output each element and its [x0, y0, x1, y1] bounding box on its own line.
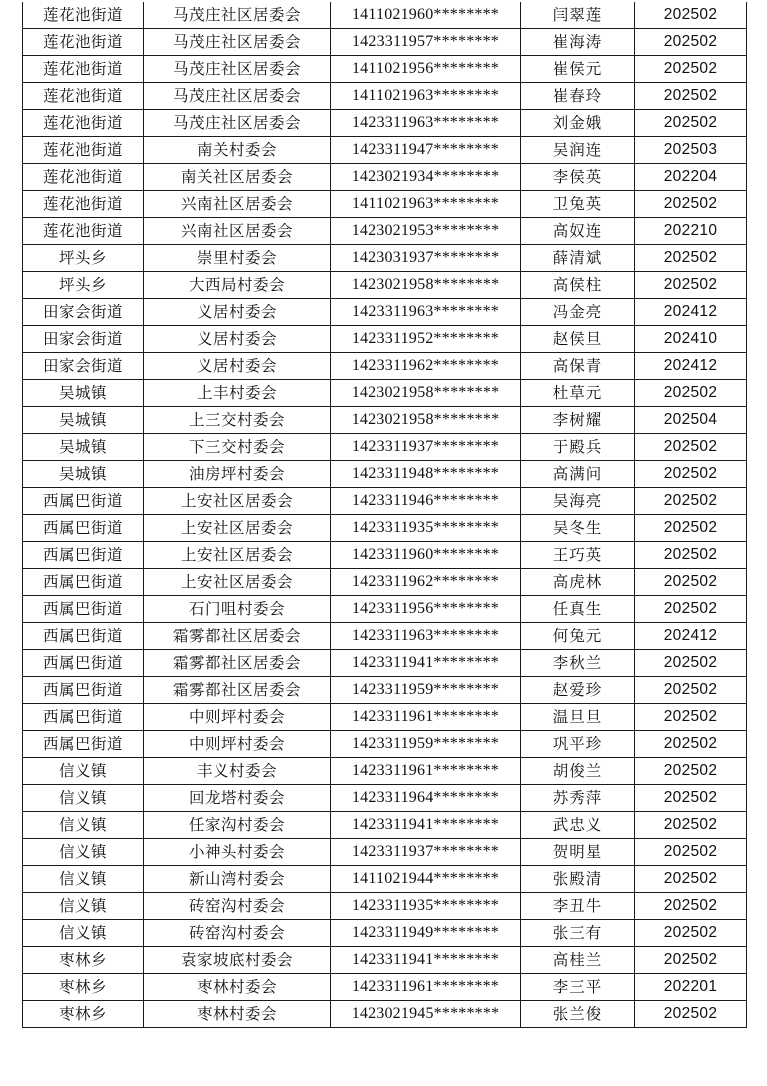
id-number-cell: 1423311963********: [331, 299, 521, 326]
month-cell: 202502: [635, 29, 747, 56]
name-cell: 高桂兰: [521, 947, 635, 974]
township-cell: 信义镇: [23, 785, 144, 812]
community-cell: 义居村委会: [144, 299, 331, 326]
id-number-cell: 1423311941********: [331, 812, 521, 839]
township-cell: 莲花池街道: [23, 83, 144, 110]
community-cell: 大西局村委会: [144, 272, 331, 299]
table-row: [23, 650, 747, 677]
table-row: [23, 1001, 747, 1028]
township-cell: 莲花池街道: [23, 218, 144, 245]
community-cell: 马茂庄社区居委会: [144, 110, 331, 137]
month-cell: 202502: [635, 947, 747, 974]
month-cell: 202502: [635, 731, 747, 758]
table-row: [23, 731, 747, 758]
community-cell: 义居村委会: [144, 353, 331, 380]
community-cell: 霜雾都社区居委会: [144, 650, 331, 677]
id-number-cell: 1423311935********: [331, 893, 521, 920]
name-cell: 高保青: [521, 353, 635, 380]
month-cell: 202502: [635, 245, 747, 272]
month-cell: 202502: [635, 110, 747, 137]
name-cell: 高侯柱: [521, 272, 635, 299]
month-cell: 202410: [635, 326, 747, 353]
id-number-cell: 1411021963********: [331, 83, 521, 110]
name-cell: 李丑牛: [521, 893, 635, 920]
community-cell: 兴南社区居委会: [144, 218, 331, 245]
community-cell: 上安社区居委会: [144, 569, 331, 596]
id-number-cell: 1423311957********: [331, 29, 521, 56]
community-cell: 砖窑沟村委会: [144, 893, 331, 920]
id-number-cell: 1423311947********: [331, 137, 521, 164]
township-cell: 西属巴街道: [23, 515, 144, 542]
township-cell: 莲花池街道: [23, 164, 144, 191]
id-number-cell: 1423311963********: [331, 623, 521, 650]
id-number-cell: 1423021934********: [331, 164, 521, 191]
community-cell: 上丰村委会: [144, 380, 331, 407]
month-cell: 202502: [635, 650, 747, 677]
name-cell: 吴海亮: [521, 488, 635, 515]
month-cell: 202502: [635, 893, 747, 920]
name-cell: 于殿兵: [521, 434, 635, 461]
name-cell: 贺明星: [521, 839, 635, 866]
table-row: [23, 2, 747, 29]
id-number-cell: 1411021956********: [331, 56, 521, 83]
table-row: [23, 812, 747, 839]
month-cell: 202204: [635, 164, 747, 191]
township-cell: 西属巴街道: [23, 623, 144, 650]
township-cell: 西属巴街道: [23, 569, 144, 596]
month-cell: 202502: [635, 569, 747, 596]
id-number-cell: 1411021960********: [331, 2, 521, 29]
id-number-cell: 1423311961********: [331, 974, 521, 1001]
community-cell: 任家沟村委会: [144, 812, 331, 839]
table-row: [23, 434, 747, 461]
roster-table-body: [23, 2, 747, 1028]
table-row: [23, 947, 747, 974]
community-cell: 马茂庄社区居委会: [144, 83, 331, 110]
name-cell: 苏秀萍: [521, 785, 635, 812]
community-cell: 中则坪村委会: [144, 731, 331, 758]
community-cell: 石门咀村委会: [144, 596, 331, 623]
name-cell: 温旦旦: [521, 704, 635, 731]
township-cell: 田家会街道: [23, 326, 144, 353]
name-cell: 崔侯元: [521, 56, 635, 83]
table-row: [23, 299, 747, 326]
id-number-cell: 1423021945********: [331, 1001, 521, 1028]
table-row: [23, 515, 747, 542]
table-row: [23, 218, 747, 245]
name-cell: 张殿清: [521, 866, 635, 893]
id-number-cell: 1423311962********: [331, 569, 521, 596]
township-cell: 坪头乡: [23, 245, 144, 272]
community-cell: 崇里村委会: [144, 245, 331, 272]
id-number-cell: 1423021958********: [331, 380, 521, 407]
month-cell: 202502: [635, 191, 747, 218]
table-row: [23, 893, 747, 920]
township-cell: 吴城镇: [23, 461, 144, 488]
table-row: [23, 758, 747, 785]
id-number-cell: 1423311937********: [331, 434, 521, 461]
id-number-cell: 1423021953********: [331, 218, 521, 245]
id-number-cell: 1423311962********: [331, 353, 521, 380]
id-number-cell: 1411021944********: [331, 866, 521, 893]
month-cell: 202502: [635, 866, 747, 893]
community-cell: 回龙塔村委会: [144, 785, 331, 812]
community-cell: 兴南社区居委会: [144, 191, 331, 218]
table-row: [23, 596, 747, 623]
id-number-cell: 1423311956********: [331, 596, 521, 623]
name-cell: 张兰俊: [521, 1001, 635, 1028]
month-cell: 202502: [635, 677, 747, 704]
table-row: [23, 191, 747, 218]
table-row: [23, 461, 747, 488]
township-cell: 西属巴街道: [23, 704, 144, 731]
table-row: [23, 839, 747, 866]
name-cell: 张三有: [521, 920, 635, 947]
id-number-cell: 1423311959********: [331, 731, 521, 758]
table-row: [23, 326, 747, 353]
name-cell: 闫翠莲: [521, 2, 635, 29]
month-cell: 202502: [635, 785, 747, 812]
table-row: [23, 380, 747, 407]
id-number-cell: 1423311960********: [331, 542, 521, 569]
community-cell: 上三交村委会: [144, 407, 331, 434]
table-row: [23, 29, 747, 56]
month-cell: 202502: [635, 434, 747, 461]
township-cell: 信义镇: [23, 920, 144, 947]
community-cell: 南关社区居委会: [144, 164, 331, 191]
month-cell: 202412: [635, 623, 747, 650]
name-cell: 崔春玲: [521, 83, 635, 110]
community-cell: 下三交村委会: [144, 434, 331, 461]
community-cell: 义居村委会: [144, 326, 331, 353]
month-cell: 202502: [635, 461, 747, 488]
community-cell: 枣林村委会: [144, 1001, 331, 1028]
community-cell: 小神头村委会: [144, 839, 331, 866]
township-cell: 田家会街道: [23, 353, 144, 380]
name-cell: 任真生: [521, 596, 635, 623]
month-cell: 202502: [635, 1001, 747, 1028]
table-row: [23, 974, 747, 1001]
month-cell: 202502: [635, 812, 747, 839]
table-row: [23, 866, 747, 893]
name-cell: 赵爱珍: [521, 677, 635, 704]
township-cell: 信义镇: [23, 866, 144, 893]
community-cell: 枣林村委会: [144, 974, 331, 1001]
township-cell: 莲花池街道: [23, 110, 144, 137]
table-row: [23, 677, 747, 704]
month-cell: 202502: [635, 920, 747, 947]
name-cell: 巩平珍: [521, 731, 635, 758]
community-cell: 丰义村委会: [144, 758, 331, 785]
table-row: [23, 83, 747, 110]
township-cell: 吴城镇: [23, 434, 144, 461]
id-number-cell: 1423311949********: [331, 920, 521, 947]
township-cell: 莲花池街道: [23, 2, 144, 29]
community-cell: 砖窑沟村委会: [144, 920, 331, 947]
id-number-cell: 1423311937********: [331, 839, 521, 866]
month-cell: 202502: [635, 542, 747, 569]
id-number-cell: 1423311959********: [331, 677, 521, 704]
table-row: [23, 704, 747, 731]
township-cell: 西属巴街道: [23, 731, 144, 758]
month-cell: 202502: [635, 488, 747, 515]
township-cell: 西属巴街道: [23, 488, 144, 515]
community-cell: 霜雾都社区居委会: [144, 623, 331, 650]
name-cell: 王巧英: [521, 542, 635, 569]
id-number-cell: 1423311941********: [331, 650, 521, 677]
table-row: [23, 407, 747, 434]
month-cell: 202502: [635, 839, 747, 866]
township-cell: 信义镇: [23, 758, 144, 785]
table-row: [23, 623, 747, 650]
table-row: [23, 137, 747, 164]
month-cell: 202502: [635, 83, 747, 110]
name-cell: 刘金娥: [521, 110, 635, 137]
township-cell: 枣林乡: [23, 974, 144, 1001]
township-cell: 西属巴街道: [23, 677, 144, 704]
name-cell: 李侯英: [521, 164, 635, 191]
month-cell: 202502: [635, 596, 747, 623]
id-number-cell: 1423311946********: [331, 488, 521, 515]
name-cell: 冯金亮: [521, 299, 635, 326]
table-row: [23, 56, 747, 83]
id-number-cell: 1423311948********: [331, 461, 521, 488]
name-cell: 杜草元: [521, 380, 635, 407]
month-cell: 202201: [635, 974, 747, 1001]
name-cell: 卫兔英: [521, 191, 635, 218]
community-cell: 霜雾都社区居委会: [144, 677, 331, 704]
id-number-cell: 1423311941********: [331, 947, 521, 974]
id-number-cell: 1411021963********: [331, 191, 521, 218]
township-cell: 吴城镇: [23, 380, 144, 407]
community-cell: 南关村委会: [144, 137, 331, 164]
community-cell: 新山湾村委会: [144, 866, 331, 893]
community-cell: 上安社区居委会: [144, 542, 331, 569]
township-cell: 信义镇: [23, 839, 144, 866]
township-cell: 莲花池街道: [23, 137, 144, 164]
name-cell: 武忠义: [521, 812, 635, 839]
month-cell: 202502: [635, 272, 747, 299]
roster-table: [22, 2, 747, 1028]
community-cell: 马茂庄社区居委会: [144, 29, 331, 56]
name-cell: 李秋兰: [521, 650, 635, 677]
table-row: [23, 569, 747, 596]
table-row: [23, 920, 747, 947]
table-row: [23, 488, 747, 515]
name-cell: 李树耀: [521, 407, 635, 434]
id-number-cell: 1423311935********: [331, 515, 521, 542]
id-number-cell: 1423311961********: [331, 704, 521, 731]
name-cell: 高奴连: [521, 218, 635, 245]
township-cell: 西属巴街道: [23, 542, 144, 569]
name-cell: 高满问: [521, 461, 635, 488]
name-cell: 赵侯旦: [521, 326, 635, 353]
month-cell: 202210: [635, 218, 747, 245]
name-cell: 李三平: [521, 974, 635, 1001]
month-cell: 202412: [635, 353, 747, 380]
id-number-cell: 1423311952********: [331, 326, 521, 353]
table-row: [23, 164, 747, 191]
month-cell: 202502: [635, 515, 747, 542]
township-cell: 枣林乡: [23, 1001, 144, 1028]
name-cell: 崔海涛: [521, 29, 635, 56]
community-cell: 马茂庄社区居委会: [144, 56, 331, 83]
name-cell: 高虎林: [521, 569, 635, 596]
table-row: [23, 542, 747, 569]
id-number-cell: 1423021958********: [331, 272, 521, 299]
name-cell: 何兔元: [521, 623, 635, 650]
township-cell: 西属巴街道: [23, 650, 144, 677]
township-cell: 莲花池街道: [23, 56, 144, 83]
community-cell: 中则坪村委会: [144, 704, 331, 731]
month-cell: 202502: [635, 380, 747, 407]
table-row: [23, 785, 747, 812]
id-number-cell: 1423311963********: [331, 110, 521, 137]
name-cell: 吴润连: [521, 137, 635, 164]
id-number-cell: 1423031937********: [331, 245, 521, 272]
community-cell: 油房坪村委会: [144, 461, 331, 488]
township-cell: 莲花池街道: [23, 29, 144, 56]
table-row: [23, 110, 747, 137]
township-cell: 西属巴街道: [23, 596, 144, 623]
community-cell: 袁家坡底村委会: [144, 947, 331, 974]
township-cell: 莲花池街道: [23, 191, 144, 218]
month-cell: 202502: [635, 56, 747, 83]
township-cell: 枣林乡: [23, 947, 144, 974]
month-cell: 202504: [635, 407, 747, 434]
township-cell: 田家会街道: [23, 299, 144, 326]
table-row: [23, 245, 747, 272]
month-cell: 202503: [635, 137, 747, 164]
month-cell: 202502: [635, 758, 747, 785]
township-cell: 信义镇: [23, 812, 144, 839]
table-row: [23, 272, 747, 299]
name-cell: 胡俊兰: [521, 758, 635, 785]
community-cell: 上安社区居委会: [144, 515, 331, 542]
id-number-cell: 1423311964********: [331, 785, 521, 812]
township-cell: 坪头乡: [23, 272, 144, 299]
community-cell: 马茂庄社区居委会: [144, 2, 331, 29]
month-cell: 202412: [635, 299, 747, 326]
document-page: [22, 2, 746, 1028]
community-cell: 上安社区居委会: [144, 488, 331, 515]
name-cell: 薛清斌: [521, 245, 635, 272]
township-cell: 信义镇: [23, 893, 144, 920]
name-cell: 吴冬生: [521, 515, 635, 542]
id-number-cell: 1423311961********: [331, 758, 521, 785]
month-cell: 202502: [635, 704, 747, 731]
month-cell: 202502: [635, 2, 747, 29]
table-row: [23, 353, 747, 380]
id-number-cell: 1423021958********: [331, 407, 521, 434]
township-cell: 吴城镇: [23, 407, 144, 434]
